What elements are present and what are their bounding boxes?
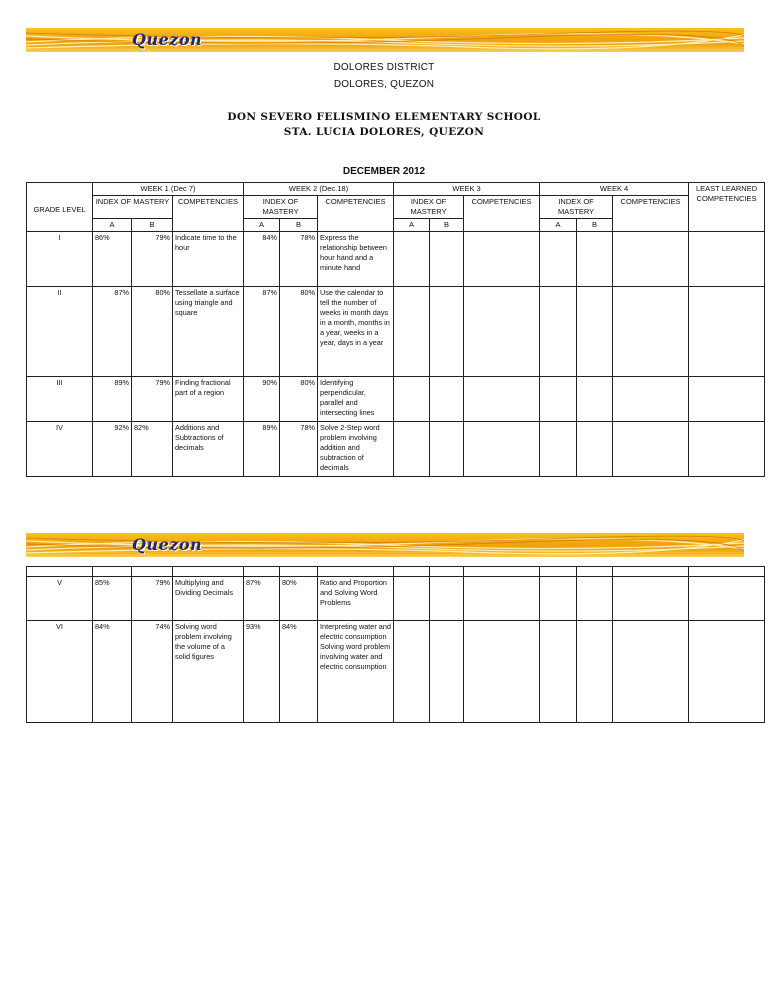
empty-cell — [318, 567, 394, 577]
week2-competency-cell: Identifying perpendicular, parallel and intersecting lines — [318, 377, 394, 422]
empty-cell — [430, 567, 464, 577]
week1-a-header: A — [93, 219, 132, 232]
empty-cell — [689, 232, 765, 287]
logo-text: Quezon — [132, 30, 203, 49]
empty-cell — [577, 567, 613, 577]
empty-cell — [689, 287, 765, 377]
week2-a-cell: 89% — [244, 422, 280, 477]
week4-header: WEEK 4 — [540, 183, 689, 196]
empty-cell — [613, 577, 689, 621]
empty-cell — [464, 567, 540, 577]
week1-b-cell: 74% — [132, 621, 173, 723]
week1-competency-cell: Indicate time to the hour — [173, 232, 244, 287]
empty-cell — [577, 232, 613, 287]
empty-cell — [394, 232, 430, 287]
week1-a-cell: 87% — [93, 287, 132, 377]
mastery-table-continued — [26, 566, 765, 723]
week2-competency-cell: Solve 2-Step word problem involving addition and subtraction of decimals — [318, 422, 394, 477]
week1-a-cell: 85% — [93, 577, 132, 621]
week2-index-header: INDEX OF MASTERY — [244, 196, 318, 219]
empty-cell — [464, 287, 540, 377]
week2-a-header: A — [244, 219, 280, 232]
empty-cell — [540, 377, 577, 422]
empty-cell — [540, 232, 577, 287]
district-name: DOLORES DISTRICT — [333, 62, 435, 73]
week1-b-cell: 80% — [132, 287, 173, 377]
mastery-table — [26, 182, 765, 477]
empty-cell — [540, 621, 577, 723]
week1-b-cell: 79% — [132, 232, 173, 287]
table-row — [27, 287, 765, 377]
empty-cell — [540, 567, 577, 577]
empty-cell — [394, 377, 430, 422]
week2-a-cell: 93% — [244, 621, 280, 723]
school-address: STA. LUCIA DOLORES, QUEZON — [283, 126, 485, 138]
empty-cell — [577, 577, 613, 621]
empty-cell — [173, 567, 244, 577]
week1-a-cell: 89% — [93, 377, 132, 422]
week2-b-cell: 78% — [280, 232, 318, 287]
week1-a-cell: 86% — [93, 232, 132, 287]
week2-competency-cell: Express the relationship between hour hand and a minute hand — [318, 232, 394, 287]
empty-cell — [613, 567, 689, 577]
grade-level-header: GRADE LEVEL — [27, 183, 93, 232]
grade-cell: I — [27, 232, 93, 287]
week1-competency-cell: Solving word problem involving the volume of a solid figures — [173, 621, 244, 723]
empty-cell — [244, 567, 280, 577]
empty-cell — [689, 577, 765, 621]
week2-a-cell: 84% — [244, 232, 280, 287]
report-month: DECEMBER 2012 — [342, 166, 426, 177]
logo-text: Quezon — [132, 535, 203, 554]
week2-header: WEEK 2 (Dec.18) — [244, 183, 394, 196]
empty-cell — [464, 577, 540, 621]
week2-competency-cell: Use the calendar to tell the number of weeks in month days in a month, months in a year, weeks in a year, days in a year — [318, 287, 394, 377]
empty-cell — [464, 232, 540, 287]
week1-a-cell: 84% — [93, 621, 132, 723]
week4-index-header: INDEX OF MASTERY — [540, 196, 613, 219]
empty-cell — [394, 621, 430, 723]
empty-cell — [430, 621, 464, 723]
week1-competencies-header: COMPETENCIES — [173, 196, 244, 232]
week3-header: WEEK 3 — [394, 183, 540, 196]
week2-b-cell: 80% — [280, 377, 318, 422]
empty-cell — [27, 567, 93, 577]
week2-competency-cell: Interpreting water and electric consumption Solving word problem involving water and electric consumption — [318, 621, 394, 723]
table-row — [27, 422, 765, 477]
week1-b-cell: 79% — [132, 377, 173, 422]
week1-a-cell: 92% — [93, 422, 132, 477]
empty-cell — [132, 567, 173, 577]
week3-index-header: INDEX OF MASTERY — [394, 196, 464, 219]
empty-cell — [613, 377, 689, 422]
empty-cell — [464, 422, 540, 477]
week1-header: WEEK 1 (Dec 7) — [93, 183, 244, 196]
empty-cell — [613, 287, 689, 377]
week2-b-cell: 78% — [280, 422, 318, 477]
week2-competencies-header: COMPETENCIES — [318, 196, 394, 232]
empty-cell — [577, 377, 613, 422]
empty-cell — [280, 567, 318, 577]
empty-cell — [430, 422, 464, 477]
empty-cell — [430, 232, 464, 287]
empty-cell — [689, 422, 765, 477]
week4-competencies-header: COMPETENCIES — [613, 196, 689, 232]
week3-competencies-header: COMPETENCIES — [464, 196, 540, 232]
empty-cell — [689, 567, 765, 577]
empty-cell — [540, 577, 577, 621]
table-row — [27, 232, 765, 287]
week1-competency-cell: Tessellate a surface using triangle and square — [173, 287, 244, 377]
week1-b-cell: 79% — [132, 577, 173, 621]
empty-cell — [540, 422, 577, 477]
table-row — [27, 621, 765, 723]
week1-b-cell: 82% — [132, 422, 173, 477]
empty-cell — [577, 422, 613, 477]
week1-competency-cell: Finding fractional part of a region — [173, 377, 244, 422]
week2-b-header: B — [280, 219, 318, 232]
quezon-logo — [122, 30, 220, 50]
school-name: DON SEVERO FELISMINO ELEMENTARY SCHOOL — [227, 111, 541, 123]
week1-index-header: INDEX OF MASTERY — [93, 196, 173, 219]
week2-a-cell: 87% — [244, 287, 280, 377]
week2-a-cell: 87% — [244, 577, 280, 621]
grade-cell: II — [27, 287, 93, 377]
week1-b-header: B — [132, 219, 173, 232]
table-row — [27, 577, 765, 621]
week3-a-header: A — [394, 219, 430, 232]
empty-cell — [430, 287, 464, 377]
header-row-1 — [27, 183, 765, 196]
empty-cell — [577, 287, 613, 377]
empty-cell — [613, 621, 689, 723]
grade-cell: VI — [27, 621, 93, 723]
header-row-2 — [27, 196, 765, 219]
week2-a-cell: 90% — [244, 377, 280, 422]
quezon-logo — [122, 535, 220, 555]
week2-b-cell: 80% — [280, 577, 318, 621]
week2-b-cell: 80% — [280, 287, 318, 377]
table-row — [27, 377, 765, 422]
empty-cell — [540, 287, 577, 377]
week4-a-header: A — [540, 219, 577, 232]
empty-cell — [464, 377, 540, 422]
empty-cell — [394, 422, 430, 477]
empty-cell — [394, 577, 430, 621]
empty-cell — [689, 621, 765, 723]
grade-cell: V — [27, 577, 93, 621]
least-learned-header: LEAST LEARNED COMPETENCIES — [689, 183, 765, 232]
empty-cell — [394, 287, 430, 377]
empty-cell — [613, 232, 689, 287]
grade-cell: IV — [27, 422, 93, 477]
empty-cell — [464, 621, 540, 723]
empty-cell — [577, 621, 613, 723]
week1-competency-cell: Additions and Subtractions of decimals — [173, 422, 244, 477]
page-banner — [26, 28, 744, 52]
empty-cell — [430, 377, 464, 422]
page-banner — [26, 533, 744, 557]
empty-row — [27, 567, 765, 577]
empty-cell — [430, 577, 464, 621]
week3-b-header: B — [430, 219, 464, 232]
empty-cell — [613, 422, 689, 477]
empty-cell — [394, 567, 430, 577]
grade-cell: III — [27, 377, 93, 422]
week2-b-cell: 84% — [280, 621, 318, 723]
week1-competency-cell: Multiplying and Dividing Decimals — [173, 577, 244, 621]
week2-competency-cell: Ratio and Proportion and Solving Word Problems — [318, 577, 394, 621]
town-name: DOLORES, QUEZON — [333, 79, 435, 90]
empty-cell — [689, 377, 765, 422]
week4-b-header: B — [577, 219, 613, 232]
empty-cell — [93, 567, 132, 577]
